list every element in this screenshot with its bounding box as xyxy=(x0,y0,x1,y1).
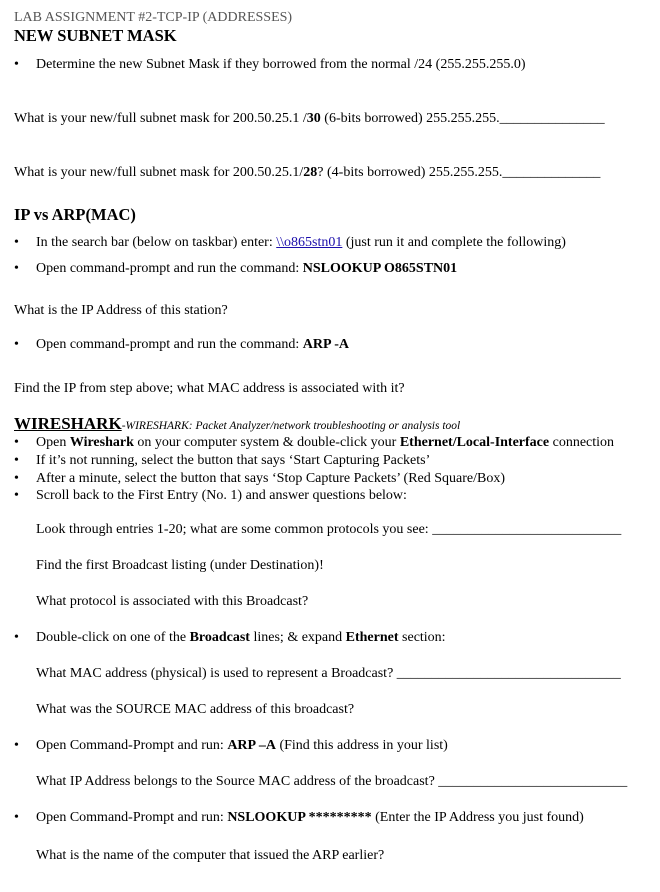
iparp-heading: IP vs ARP(MAC) xyxy=(14,205,136,224)
wireshark-question-source-mac: What was the SOURCE MAC address of this broadcast? xyxy=(36,702,355,717)
iparp-step-nslookup xyxy=(36,260,457,278)
wireshark-question-source-ip: What IP Address belongs to the Source MAC address of the broadcast? ___________________________ xyxy=(36,774,628,789)
wireshark-step-expand xyxy=(36,629,446,647)
bullet: • xyxy=(14,488,19,503)
step-text: Open command-prompt and run the command: xyxy=(36,261,303,276)
bullet: • xyxy=(14,337,19,352)
command-text: ARP –A xyxy=(227,738,276,753)
bullet: • xyxy=(14,738,19,753)
iparp-question-mac: Find the IP from step above; what MAC address is associated with it? xyxy=(14,381,405,396)
step-text: Open command-prompt and run the command: xyxy=(36,337,303,352)
prefix-bold: 28 xyxy=(303,165,318,180)
bold-text: Ethernet xyxy=(345,630,399,645)
step-text: Open xyxy=(36,435,70,450)
bold-text: Ethernet/Local-Interface xyxy=(399,435,550,450)
iparp-question-ip: What is the IP Address of this station? xyxy=(14,303,228,318)
wireshark-question-broadcast-mac: What MAC address (physical) is used to represent a Broadcast? ________________________________ xyxy=(36,666,621,681)
bullet: • xyxy=(14,235,19,250)
step-text: Open Command-Prompt and run: xyxy=(36,810,228,825)
answer-blank-30[interactable]: _______________ xyxy=(499,111,605,126)
prefix-bold: 30 xyxy=(306,111,321,126)
bullet: • xyxy=(14,453,19,468)
command-text: ARP -A xyxy=(302,337,349,352)
step-text: (Enter the IP Address you just found) xyxy=(371,810,584,825)
wireshark-question-protocol: What protocol is associated with this Broadcast? xyxy=(36,594,309,609)
step-text: In the search bar (below on taskbar) enter: xyxy=(36,235,277,250)
command-text: NSLOOKUP O865STN01 xyxy=(302,261,458,276)
wireshark-subtitle: -WIRESHARK: Packet Analyzer/network troubleshooting or analysis tool xyxy=(121,420,461,432)
wireshark-question-protocols: Look through entries 1-20; what are some common protocols you see: ___________________________ xyxy=(36,522,622,537)
wireshark-heading: WIRESHARK xyxy=(14,414,122,433)
subnet-heading: NEW SUBNET MASK xyxy=(14,26,177,45)
iparp-step-search xyxy=(36,234,566,252)
subnet-question-30 xyxy=(14,110,605,128)
question-text: ? (4-bits borrowed) 255.255.255. xyxy=(317,165,503,180)
wireshark-question-computer-name: What is the name of the computer that issued the ARP earlier? xyxy=(36,848,385,863)
bullet: • xyxy=(14,630,19,645)
step-text: connection xyxy=(549,435,615,450)
question-text: What is your new/full subnet mask for 200.50.25.1/ xyxy=(14,165,304,180)
wireshark-step-stop: After a minute, select the button that says ‘Stop Capture Packets’ (Red Square/Box) xyxy=(36,471,506,486)
step-text: on your computer system & double-click your xyxy=(133,435,400,450)
wireshark-step-open xyxy=(36,434,614,452)
wireshark-step-scroll: Scroll back to the First Entry (No. 1) and answer questions below: xyxy=(36,488,407,503)
step-text: lines; & expand xyxy=(249,630,346,645)
step-text: (Find this address in your list) xyxy=(275,738,448,753)
wireshark-step-arp xyxy=(36,737,448,755)
answer-blank-28[interactable]: ______________ xyxy=(502,165,601,180)
step-text: (just run it and complete the following) xyxy=(342,235,566,250)
bold-text: Broadcast xyxy=(189,630,250,645)
iparp-step-arp xyxy=(36,336,349,354)
step-text: section: xyxy=(398,630,446,645)
command-text: NSLOOKUP ********* xyxy=(227,810,372,825)
step-text: Open Command-Prompt and run: xyxy=(36,738,228,753)
wireshark-question-broadcast: Find the first Broadcast listing (under Destination)! xyxy=(36,558,324,573)
bullet: • xyxy=(14,471,19,486)
station-link[interactable]: \\o865stn01 xyxy=(276,235,343,250)
bold-text: Wireshark xyxy=(69,435,134,450)
subnet-question-28 xyxy=(14,164,600,182)
step-text: Double-click on one of the xyxy=(36,630,190,645)
wireshark-header xyxy=(14,414,460,436)
question-text: What is your new/full subnet mask for 200.50.25.1 / xyxy=(14,111,307,126)
bullet: • xyxy=(14,435,19,450)
subnet-instruction: Determine the new Subnet Mask if they borrowed from the normal /24 (255.255.255.0) xyxy=(36,57,526,72)
bullet: • xyxy=(14,57,19,72)
wireshark-step-nslookup xyxy=(36,809,584,827)
lab-title: LAB ASSIGNMENT #2-TCP-IP (ADDRESSES) xyxy=(14,10,293,25)
question-text: (6-bits borrowed) 255.255.255. xyxy=(320,111,500,126)
wireshark-step-start: If it’s not running, select the button that says ‘Start Capturing Packets’ xyxy=(36,453,431,468)
bullet: • xyxy=(14,810,19,825)
bullet: • xyxy=(14,261,19,276)
